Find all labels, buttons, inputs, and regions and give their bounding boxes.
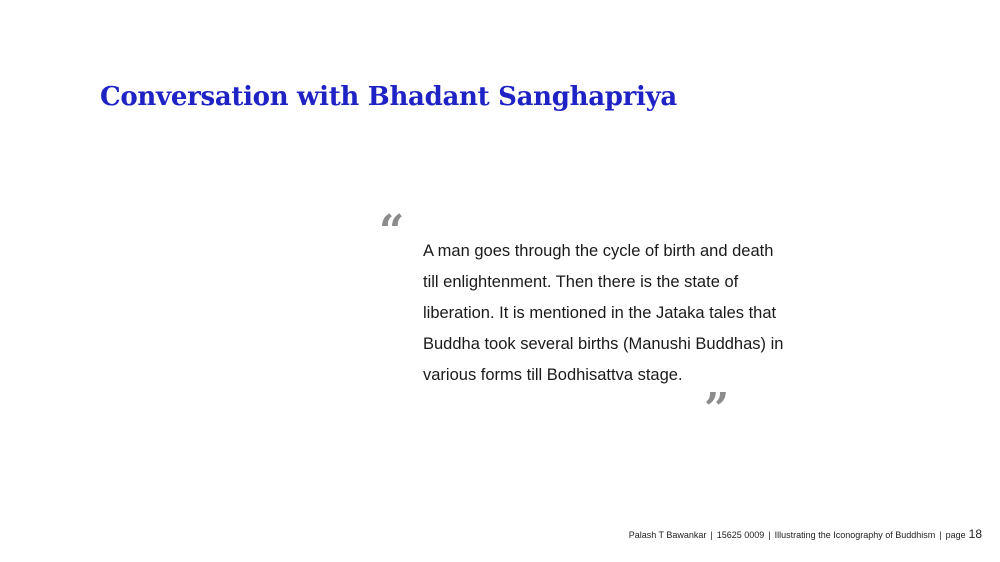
quote-line-4: Buddha took several births (Manushi Buddhas) in [423, 335, 784, 353]
slide-title: Conversation with Bhadant Sanghapriya [100, 82, 677, 112]
footer-page-label: page [945, 530, 966, 540]
footer-project: Illustrating the Iconography of Buddhism [774, 530, 936, 540]
slide-footer [629, 527, 982, 541]
footer-separator: | [710, 530, 713, 540]
footer-separator: | [768, 530, 771, 540]
quote-line-2: till enlightenment. Then there is the state of [423, 273, 739, 291]
quote-line-5: various forms till Bodhisattva stage. [423, 366, 683, 384]
footer-page-number: 18 [968, 527, 982, 541]
open-quote-mark: “ [379, 206, 405, 257]
footer-author: Palash T Bawankar [628, 530, 707, 540]
quote-line-3: liberation. It is mentioned in the Jataka tales that [423, 304, 777, 322]
quote-line-1: A man goes through the cycle of birth and death [423, 242, 774, 260]
quote-text [423, 236, 843, 391]
close-quote-mark: ” [704, 384, 730, 435]
footer-id: 15625 0009 [716, 530, 765, 540]
footer-separator: | [939, 530, 942, 540]
